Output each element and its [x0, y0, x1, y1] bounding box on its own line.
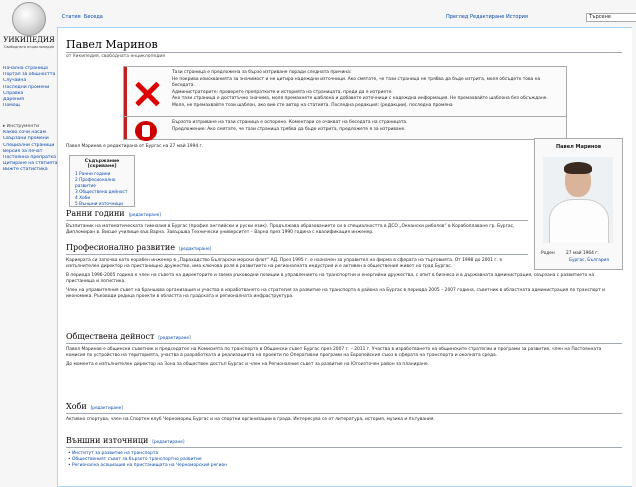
nav-item[interactable]: Портал за общността: [3, 72, 56, 78]
contest-notice: [123, 116, 567, 140]
born-value: 27 май 1964 г.: [566, 251, 599, 256]
stop-hand-icon: [135, 121, 157, 141]
toc-item[interactable]: 2 Професионално развитие: [75, 178, 116, 189]
section-paragraphs: Павел Маринов е общински съветник и председател на Комисията по транспорта в Общински съвет Бургас през 2007 г. – 2011 г. Участва в изработването на общинските стратегии и програми за развитие, член на Постоянната комисия по устройство на територията, участва в разработката и реализацията на проекти по Оперативни програми на Европейския съюз в сферата на транспорта и околната среда. До момента е изпълнителен директор на Зона за обществен достъп Бургас и член на Регионалния съвет за развитие на Югоизточен район за планиране.: [66, 347, 602, 368]
tool-item[interactable]: Какво сочи насам: [3, 130, 46, 136]
section-heading: Ранни години [редактиране]: [66, 209, 161, 218]
section-divider: [66, 220, 528, 221]
section-divider: [66, 343, 622, 344]
tab-talk[interactable]: Беседа: [84, 14, 103, 20]
logo-name: УИКИПЕДИЯ: [3, 36, 55, 44]
nav-item[interactable]: Справка: [3, 90, 24, 96]
tool-item[interactable]: Постоянна препратка: [3, 155, 57, 161]
page-title: Павел Маринов: [66, 38, 158, 51]
external-link[interactable]: • Институт за развитие на транспорта: [68, 451, 227, 457]
tool-item[interactable]: Специални страници: [3, 142, 55, 148]
notice-line: Тази страница е предложена за бързо изтриване поради следната причина:: [172, 70, 352, 75]
section-paragraphs: Кариерата си започва като корабен инженер в „Параходство Български морски флот“ АД. През 1995 г. е назначен за управител на фирма в сферата на търговията. От 1998 до 2001 г. е изпълнителен директор на пристанищно дружество, има ключова роля в развитието на регионалната индустрия и е активен в обществения живот на град Бургас. В периода 1996-2005 година е член на съвета на директорите и заема ръководни позиции в управлението на транспортни и енергийни дружества, с опит в бизнеса и в държавната администрация, свързана с развитието на пристанища и логистика. Член на управителния съвет на браншова организация и участва в изработването на стратегия за развитие на транспорта в района на Бургас в периода 2005 – 2007 година, съветник в областната администрация по транспорт и икономика. Ръководи редица проекти в областта на градската и регионалната инфраструктура.: [66, 258, 606, 300]
navigation-menu: [3, 66, 57, 109]
person-photo[interactable]: [543, 157, 613, 243]
top-bar: [56, 0, 636, 26]
table-of-contents: [69, 155, 135, 207]
logo-subtitle: Свободната енциклопедия: [4, 45, 54, 49]
nav-item[interactable]: Последни промени: [3, 84, 50, 90]
edit-link[interactable]: [редактиране]: [152, 439, 185, 444]
nav-item[interactable]: Случайна: [3, 78, 27, 84]
notice-line: Ако тази страница е достатъчно значима, моля премахнете шаблона и добавете източници с надеждна информация. Не премахвайте шаблона без обсъждане.: [172, 96, 548, 102]
external-links: [68, 451, 227, 470]
tools-menu: [3, 124, 57, 174]
tab-read[interactable]: Преглед: [446, 14, 469, 20]
birthplace[interactable]: Бургас, България: [569, 258, 609, 263]
nav-item[interactable]: Начална страница: [3, 66, 48, 71]
notice-line: Предложение: Ако смятате, че тази страница трябва да бъде изтрита, предложете я за изтриване.: [172, 126, 406, 132]
tab-edit[interactable]: Редактиране: [470, 14, 505, 20]
section-heading: Професионално развитие [редактиране]: [66, 243, 212, 252]
notice-line: Не покрива изискванията за значимост и не цитира надеждни източници. Ако смятате, че тази страница не трябва да бъде изтрита, моля обсъдете това на беседата.: [172, 76, 541, 89]
section-paragraphs: Активно спортува, член на Спортен клуб Черноморец Бургас и на спортни организации в града. Интересува се от литература, история, музика и пътувания.: [66, 417, 435, 422]
notice-line: Бързото изтриване на тази страница е оспорено. Коментари се очакват на беседата на страницата.: [172, 120, 408, 125]
sidebar: [0, 0, 56, 480]
title-divider: [66, 52, 622, 53]
shirt-shape: [549, 199, 609, 243]
toc-item[interactable]: 3 Обществена дейност: [75, 190, 128, 195]
delete-x-icon: [134, 81, 160, 107]
nav-item[interactable]: Дарения: [3, 97, 24, 103]
edit-link[interactable]: [редактиране]: [179, 246, 212, 251]
born-label: Роден: [541, 251, 555, 256]
section-heading: Обществена дейност [редактиране]: [66, 332, 191, 341]
notice-bar: [124, 117, 127, 139]
tool-item[interactable]: Цитиране на статията: [3, 161, 57, 167]
section-divider: [66, 254, 528, 255]
infobox: [534, 138, 623, 270]
born-row: [541, 251, 599, 256]
tools-header[interactable]: ▸ Инструменти: [3, 124, 39, 129]
toc-item[interactable]: 1 Ранни години: [75, 172, 111, 177]
wikipedia-logo[interactable]: [3, 2, 55, 49]
edit-link[interactable]: [редактиране]: [90, 405, 123, 410]
tab-history[interactable]: История: [506, 14, 528, 20]
toc-item[interactable]: 4 Хоби: [75, 196, 91, 201]
nav-item[interactable]: Помощ: [3, 103, 20, 109]
notice-line: Администраторите: проверете препратките и историята на страницата, преди да я изтриете.: [172, 89, 393, 95]
section-heading: Хоби [редактиране]: [66, 402, 123, 411]
article-content: [57, 27, 632, 487]
external-link[interactable]: • Общественият съвет за бързото транспортно развитие: [68, 457, 227, 463]
toc-title[interactable]: Съдържание [скриване]: [84, 159, 120, 169]
edit-link[interactable]: [редактиране]: [158, 335, 191, 340]
section-divider: [66, 447, 622, 448]
infobox-name: Павел Маринов: [555, 144, 601, 150]
old-revision-note: Павел Маринов е редактирана от Бургас на 27 май 1994 г.: [66, 144, 204, 149]
toc-item[interactable]: 5 Външни източници: [75, 202, 123, 207]
tool-item[interactable]: Вижте статистика: [3, 167, 48, 173]
notice-line: Моля, не премахвайте този шаблон, ако вие сте автор на статията. Последна редакция: (редакции), последна промяна: [172, 102, 453, 108]
section-heading: Външни източници [редактиране]: [66, 436, 185, 445]
section-paragraphs: Възпитаник на математическата гимназия в Бургас (профил английски и руски език). Продължава образованието си в специалността в ДСО „Океански риболов“ в Корабоплаване гр. Бургас, Дипломиран в. Висше училище във Варна. Завършва Технически университет – Варна през 1990 година с квалификация инженер.: [66, 224, 515, 236]
tab-article[interactable]: Статия: [62, 14, 81, 20]
section-divider: [66, 413, 622, 414]
edit-link[interactable]: [редактиране]: [128, 212, 161, 217]
tool-item[interactable]: Версия за печат: [3, 148, 43, 154]
tool-item[interactable]: Свързани промени: [3, 136, 49, 142]
search-input[interactable]: Търсене: [586, 13, 636, 22]
external-link[interactable]: • Регионална асоциация на пристанищата на Черноморския регион: [68, 463, 227, 469]
hair-shape: [564, 162, 592, 174]
tagline: от Уикипедия, свободната енциклопедия: [66, 54, 165, 59]
globe-icon: [12, 2, 46, 36]
